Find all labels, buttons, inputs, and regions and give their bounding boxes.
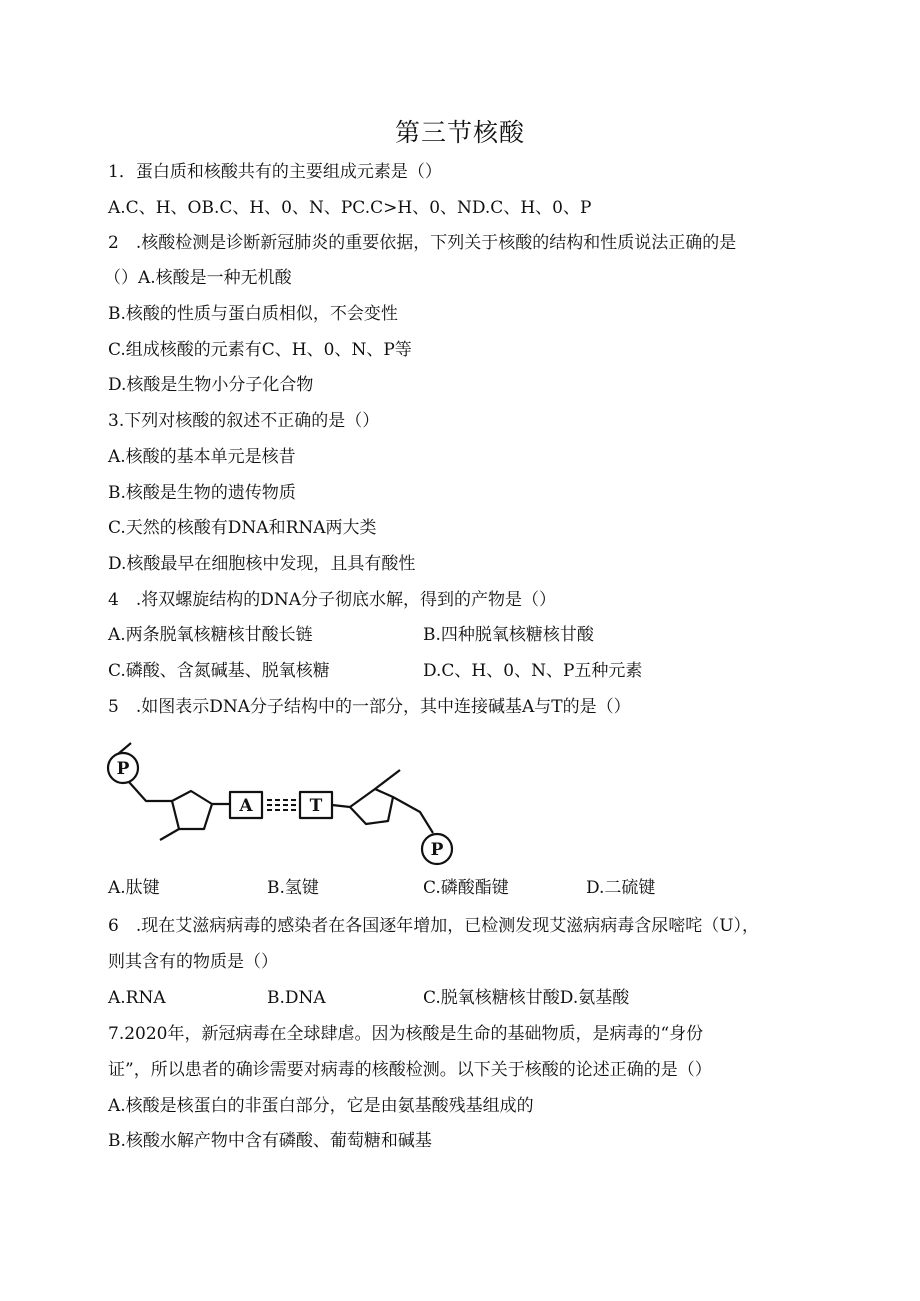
question-7-option-a: A.核酸是核蛋白的非蛋白部分，它是由氨基酸残基组成的 [108, 1096, 534, 1116]
question-4-option-c: C.磷酸、含氮碱基、脱氧核糖 [108, 661, 330, 681]
question-2-stem-option-a: （）A.核酸是一种无机酸 [104, 268, 292, 288]
left-linker [129, 782, 172, 801]
question-7-stem: 7.2020年，新冠病毒在全球肆虐。因为核酸是生命的基础物质，是病毒的“身份 [108, 1024, 704, 1044]
question-5-stem: 5 .如图表示DNA分子结构中的一部分，其中连接碱基A与T的是（） [108, 697, 631, 717]
right-phosphate-label: P [430, 840, 444, 860]
question-5-option-a: A.肽键 [108, 878, 160, 898]
question-2-stem: 2 .核酸检测是诊断新冠肺炎的重要依据，下列关于核酸的结构和性质说法正确的是 [108, 233, 737, 253]
question-4-option-b: B.四种脱氧核糖核甘酸 [423, 625, 594, 645]
base-a-label: A [239, 796, 253, 816]
question-1-options: A.C、H、OB.C、H、0、N、PC.C>H、0、ND.C、H、0、P [108, 198, 592, 218]
question-6-stem-continued: 则其含有的物质是（） [108, 952, 278, 972]
left-phosphate-label: P [116, 759, 130, 779]
page-title: 第三节核酸 [394, 118, 525, 147]
question-3-option-b: B.核酸是生物的遗传物质 [108, 483, 296, 503]
question-4-stem: 4 .将双螺旋结构的DNA分子彻底水解，得到的产物是（） [108, 590, 557, 610]
right-sugar-pentagon [350, 789, 393, 824]
question-2-option-b: B.核酸的性质与蛋白质相似，不会变性 [108, 304, 398, 324]
base-t-label: T [309, 796, 323, 816]
left-sugar-tail [160, 829, 179, 840]
right-linker [393, 797, 433, 833]
dna-structure-figure [104, 737, 464, 867]
question-7-option-b: B.核酸水解产物中含有磷酸、葡萄糖和碱基 [108, 1131, 432, 1151]
question-5-option-c: C.磷酸酯键 [423, 878, 509, 898]
question-7-stem-continued: 证”，所以患者的确诊需要对病毒的核酸检测。以下关于核酸的论述正确的是（） [108, 1060, 712, 1080]
question-5-option-d: D.二硫键 [586, 878, 656, 898]
question-4-option-a: A.两条脱氧核糖核甘酸长链 [108, 625, 313, 645]
question-3-option-a: A.核酸的基本单元是核昔 [108, 447, 296, 467]
question-6-stem: 6 .现在艾滋病病毒的感染者在各国逐年增加，已检测发现艾滋病病毒含尿嘧咤（U）， [108, 916, 760, 936]
question-3-stem: 3.下列对核酸的叙述不正确的是（） [108, 411, 380, 431]
left-sugar-pentagon [172, 791, 212, 829]
right-base-link [332, 805, 350, 807]
question-5-option-b: B.氢键 [267, 878, 319, 898]
right-sugar-top-tail [375, 770, 400, 789]
question-1-stem: 1．蛋白质和核酸共有的主要组成元素是（） [108, 162, 442, 182]
question-2-option-d: D.核酸是生物小分子化合物 [108, 375, 314, 395]
question-4-option-d: D.C、H、0、N、P五种元素 [423, 661, 643, 681]
question-3-option-d: D.核酸最早在细胞核中发现，且具有酸性 [108, 554, 416, 574]
question-2-option-c: C.组成核酸的元素有C、H、0、N、P等 [108, 340, 412, 360]
question-6-option-b: B.DNA [267, 988, 326, 1008]
question-3-option-c: C.天然的核酸有DNA和RNA两大类 [108, 518, 377, 538]
hydrogen-bonds [267, 800, 297, 810]
question-6-option-c-d: C.脱氧核糖核甘酸D.氨基酸 [423, 988, 630, 1008]
question-6-option-a: A.RNA [108, 988, 166, 1008]
